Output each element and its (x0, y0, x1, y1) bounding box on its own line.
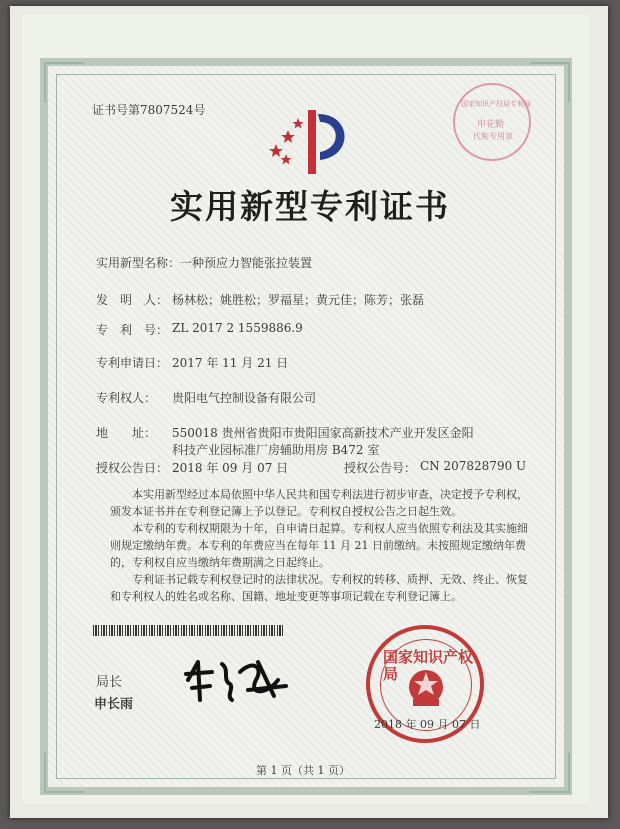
director-title: 局长 (96, 675, 123, 690)
corner-ornament (530, 62, 570, 102)
utility-name-label: 实用新型名称： (96, 256, 181, 270)
owner-label: 专利权人： (96, 391, 157, 405)
paragraph-3: 专利证书记载专利权登记时的法律状况。专利权的转移、质押、无效、终止、恢复和专利权人的姓名或名称、国籍、地址变更等事项记载在专利登记簿上。 (110, 573, 528, 603)
page-footer: 第 1 页（共 1 页） (256, 764, 350, 777)
grant-number-label: 授权公告号： (344, 461, 417, 475)
patent-office-logo (262, 104, 358, 178)
inventor-value: 杨林松；姚胜松；罗福星；黄元佳；陈芳；张磊 (172, 293, 425, 307)
corner-stamp (453, 83, 531, 161)
director-name: 申长雨 (94, 697, 134, 712)
patent-number-value: ZL 2017 2 1559886.9 (172, 321, 303, 335)
apply-date-label: 专利申请日： (96, 356, 169, 370)
corner-stamp-line1: 国家知识产权局专利局 (461, 100, 531, 108)
apply-date-value: 2017 年 11 月 21 日 (172, 356, 289, 370)
barcode (93, 625, 283, 636)
seal-date: 2018 年 09 月 07 日 (374, 718, 481, 731)
national-emblem-icon (404, 667, 448, 709)
corner-stamp-line2: 申花勤 (477, 120, 505, 130)
address-line-1: 550018 贵州省贵阳市贵阳国家高新技术产业开发区金阳 (172, 426, 474, 440)
paragraph-1: 本实用新型经过本局依照中华人民共和国专利法进行初步审查，决定授予专利权，颁发本证书并在专利登记簿上予以登记。专利权自授权公告之日起生效。 (110, 488, 528, 518)
corner-ornament (44, 62, 84, 102)
inventor-label: 发 明 人： (96, 293, 169, 307)
corner-ornament (44, 753, 84, 793)
certificate-number: 证书号第7807524号 (92, 103, 206, 117)
utility-name-value: 一种预应力智能张拉装置 (180, 256, 313, 270)
patent-number-label: 专 利 号： (96, 323, 169, 337)
corner-stamp-line3: 代和专用章 (473, 132, 513, 141)
grant-date-label: 授权公告日： (96, 461, 169, 475)
address-label: 地 址： (96, 426, 157, 440)
corner-ornament (530, 753, 570, 793)
address-line-2: 科技产业园标准厂房辅助用房 B472 室 (172, 443, 380, 457)
director-signature (178, 650, 298, 712)
certificate-title: 实用新型专利证书 (170, 187, 450, 226)
seal-text: 国家知识产权局 (383, 648, 474, 683)
grant-date-value: 2018 年 09 月 07 日 (172, 461, 289, 475)
grant-number-value: CN 207828790 U (420, 459, 527, 473)
paragraph-2: 本专利的专利权期限为十年，自申请日起算。专利权人应当依照专利法及其实施细则规定缴纳年费。本专利的年费应当在每年 11 月 21 日前缴纳。未按照规定缴纳年费的，专利权自应当缴纳年费期满之日起终止。 (110, 522, 528, 569)
owner-value: 贵阳电气控制设备有限公司 (172, 391, 317, 405)
